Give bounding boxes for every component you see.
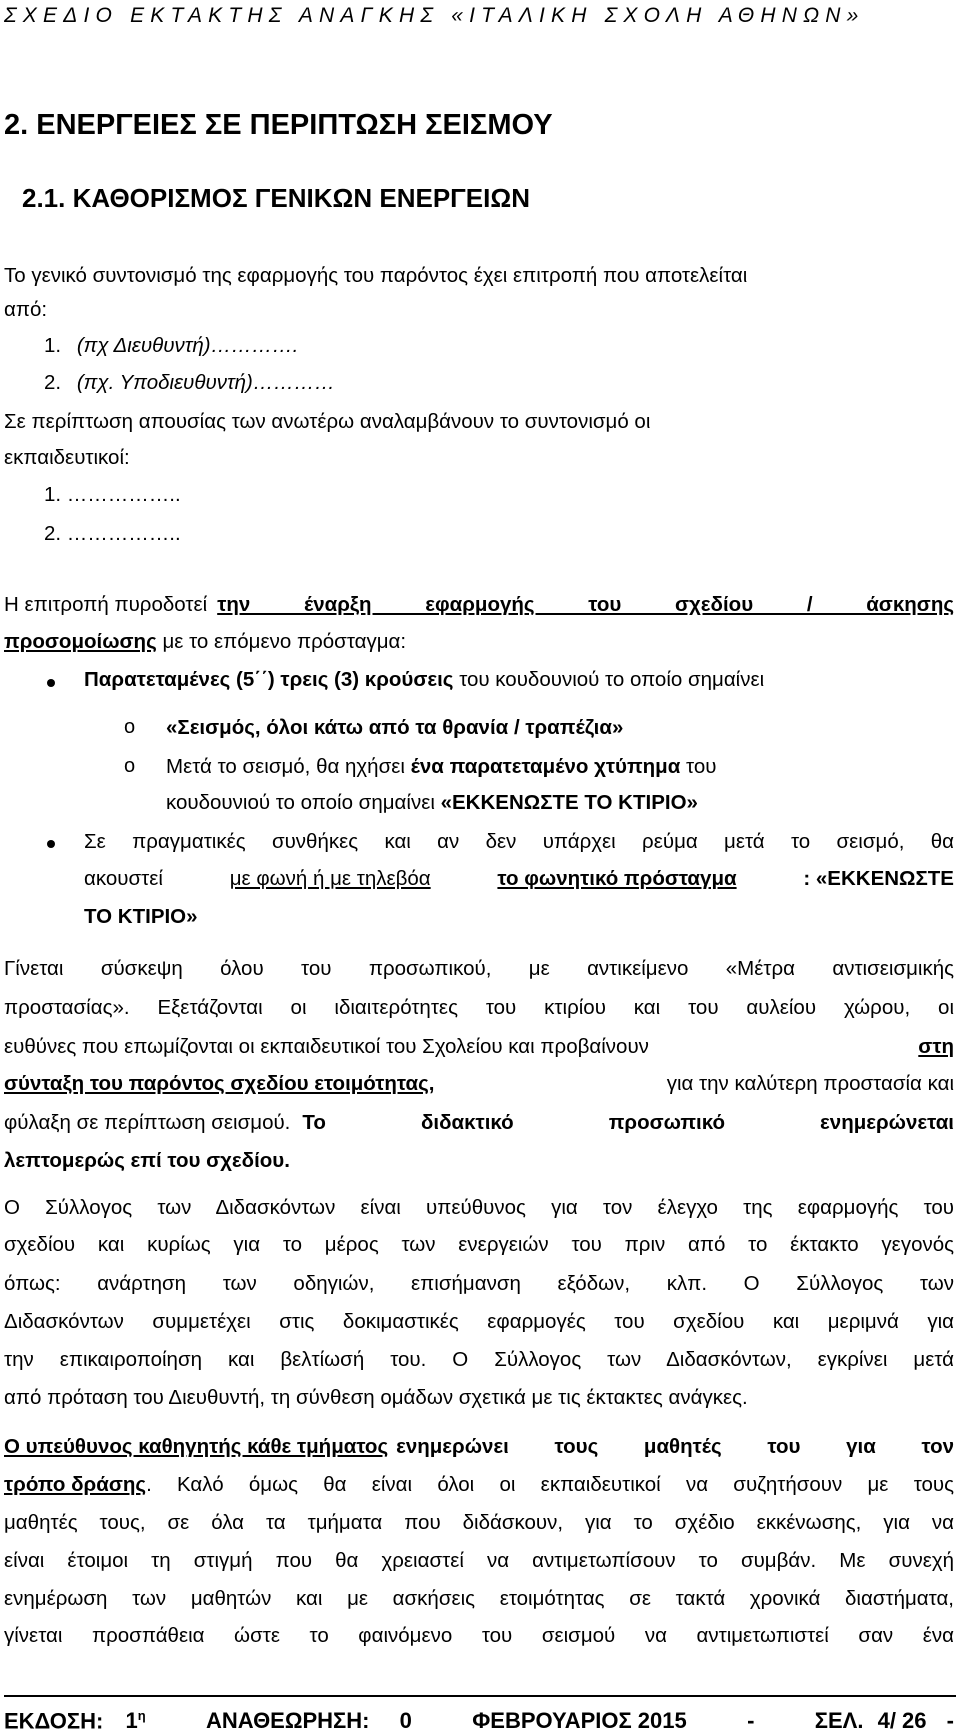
meeting-text-5: φύλαξη σε περίπτωση σεισμού. xyxy=(4,1111,291,1134)
bullet-2-command: το φωνητικό πρόσταγμα xyxy=(497,867,737,890)
teacher-line-6 xyxy=(4,1624,954,1648)
intro-line-2: από: xyxy=(4,298,48,321)
association-line-6: από πρόταση του Διευθυντή, τη σύνθεση ομάδων σχετικά με τις έκτακτες ανάγκες. xyxy=(4,1386,748,1409)
meeting-text-3-bold: στη xyxy=(918,1035,954,1058)
meeting-line-6: λεπτομερώς επί του σχεδίου. xyxy=(4,1149,290,1172)
meeting-line-4 xyxy=(4,1072,954,1096)
meeting-line-5 xyxy=(4,1111,954,1135)
teacher-line-5 xyxy=(4,1587,954,1611)
start-text-b: την έναρξη εφαρμογής του σχεδίου / άσκησης xyxy=(217,593,954,616)
intro-line-1: Το γενικό συντονισμό της εφαρμογής του παρόντος έχει επιτροπή που αποτελείται xyxy=(4,264,748,287)
meeting-text-4: για την καλύτερη προστασία και xyxy=(666,1072,954,1095)
teacher-text-2-bold: τρόπο δράσης xyxy=(4,1473,147,1496)
association-text-5: την επικαιροποίηση και βελτίωσή του. Ο Σύλλογος των Διδασκόντων, εγκρίνει μετά xyxy=(4,1348,954,1371)
start-text-a: Η επιτροπή πυροδοτεί xyxy=(4,593,208,616)
bullet-2-line-3: ΤΟ ΚΤΙΡΙΟ» xyxy=(84,905,198,928)
bullet-2-evacuate: : «ΕΚΚΕΝΩΣΤΕ xyxy=(803,867,954,890)
absence-line-2: εκπαιδευτικοί: xyxy=(4,446,130,469)
sub-bullet-2-evacuate: «ΕΚΚΕΝΩΣΤΕ ΤΟ ΚΤΙΡΙΟ» xyxy=(440,791,698,814)
bullet-2-line-2 xyxy=(84,867,954,891)
bullet-2-line-1 xyxy=(84,830,954,854)
start-text-d: με το επόμενο πρόσταγμα: xyxy=(162,630,407,653)
association-line-5 xyxy=(4,1348,954,1372)
bullet-dot xyxy=(47,679,55,687)
absence-line-1: Σε περίπτωση απουσίας των ανωτέρω αναλαμβάνουν το συντονισμό οι xyxy=(4,410,651,433)
bullet-2-text-a: ακουστεί xyxy=(84,867,163,890)
association-line-3 xyxy=(4,1272,954,1296)
association-text-1: Ο Σύλλογος των Διδασκόντων είναι υπεύθυνος για τον έλεγχο της εφαρμογής του xyxy=(4,1196,954,1219)
teacher-line-1 xyxy=(4,1435,954,1459)
start-text-c: προσομοίωσης xyxy=(4,630,157,653)
meeting-text-5-bold: Το διδακτικό προσωπικό ενημερώνεται xyxy=(302,1111,954,1134)
footer-revision-number: 0 xyxy=(399,1708,412,1733)
footer-page-number: 4/ 26 xyxy=(877,1708,927,1733)
bullet-1-bold: Παρατεταμένες (5΄΄) τρεις (3) κρούσεις xyxy=(84,668,454,691)
meeting-text-1: Γίνεται σύσκεψη όλου του προσωπικού, με αντικείμενο «Μέτρα αντισεισμικής xyxy=(4,957,954,980)
sub-bullet-2-line-2 xyxy=(166,791,698,815)
teacher-slot-2: 2. …………….. xyxy=(44,522,181,545)
footer-edition-superscript: η xyxy=(137,1708,146,1723)
footer-edition-label: ΕΚΔΟΣΗ: xyxy=(4,1708,104,1734)
teacher-text-1-bold: ενημερώνει τους μαθητές του για τον xyxy=(396,1435,954,1458)
meeting-line-3 xyxy=(4,1035,954,1059)
meeting-line-2 xyxy=(4,996,954,1020)
sub-bullet-2-text: Μετά το σεισμό, θα ηχήσει xyxy=(166,755,405,778)
footer-page xyxy=(815,1708,954,1734)
association-text-3: όπως: ανάρτηση των οδηγιών, επισήμανση εξόδων, κλπ. Ο Σύλλογος των xyxy=(4,1272,954,1295)
meeting-text-2: προστασίας». Εξετάζονται οι ιδιαιτερότητες του κτιρίου και του αυλείου χώρου, οι xyxy=(4,996,954,1019)
sub-bullet-2-text-2: κουδουνιού το οποίο σημαίνει xyxy=(166,791,435,814)
footer-dash: - xyxy=(747,1708,755,1733)
meeting-text-3: ευθύνες που επωμίζονται οι εκπαιδευτικοί του Σχολείου και προβαίνουν xyxy=(4,1035,649,1058)
teacher-line-2 xyxy=(4,1473,954,1497)
page-footer xyxy=(4,1708,954,1734)
sub-bullet-mark: o xyxy=(124,716,136,738)
committee-item-1-text: (πχ Διευθυντή)…………. xyxy=(76,334,299,357)
footer-page-separator: - xyxy=(946,1708,954,1733)
committee-item-1-num: 1. xyxy=(44,334,62,357)
association-line-4 xyxy=(4,1310,954,1334)
start-line-1 xyxy=(4,593,954,617)
bullet-dot xyxy=(47,840,55,848)
teacher-text-5: ενημέρωση των μαθητών και με ασκήσεις ετοιμότητας σε τακτά χρονικά διαστήματα, xyxy=(4,1587,954,1610)
footer-revision-label: ΑΝΑΘΕΩΡΗΣΗ: xyxy=(206,1708,370,1733)
committee-item-2-text: (πχ. Υποδιευθυντή)………… xyxy=(76,371,335,394)
association-line-2 xyxy=(4,1233,954,1257)
bullet-2-text-1: Σε πραγματικές συνθήκες και αν δεν υπάρχει ρεύμα μετά το σεισμό, θα xyxy=(84,830,954,853)
teacher-text-1-underlined: Ο υπεύθυνος καθηγητής κάθε τμήματος xyxy=(4,1435,389,1458)
footer-edition xyxy=(4,1708,146,1734)
meeting-text-4-bold: σύνταξη του παρόντος σχεδίου ετοιμότητας, xyxy=(4,1072,435,1095)
committee-item-2 xyxy=(44,371,335,395)
teacher-slot-1: 1. …………….. xyxy=(44,483,181,506)
sub-bullet-2-tail: του xyxy=(686,755,717,778)
footer-edition-number: 1 xyxy=(125,1708,138,1734)
association-text-2: σχεδίου και κυρίως για το μέρος των ενεργειών του πριν από το έκτακτο γεγονός xyxy=(4,1233,954,1256)
section-title: 2. ΕΝΕΡΓΕΙΕΣ ΣΕ ΠΕΡΙΠΤΩΣΗ ΣΕΙΣΜΟΥ xyxy=(4,109,553,141)
footer-revision xyxy=(206,1708,412,1734)
teacher-line-3 xyxy=(4,1511,954,1535)
sub-bullet-2-line-1 xyxy=(166,755,716,779)
teacher-text-2: . Καλό όμως θα είναι όλοι οι εκπαιδευτικοί να συζητήσουν με τους xyxy=(146,1473,954,1496)
teacher-text-3: μαθητές τους, σε όλα τα τμήματα που διδάσκουν, για το σχέδιο εκκένωσης, για να xyxy=(4,1511,954,1534)
association-line-1 xyxy=(4,1196,954,1220)
meeting-line-1 xyxy=(4,957,954,981)
sub-bullet-mark: o xyxy=(124,755,136,777)
footer-divider xyxy=(4,1695,956,1697)
subsection-title: 2.1. ΚΑΘΟΡΙΣΜΟΣ ΓΕΝΙΚΩΝ ΕΝΕΡΓΕΙΩΝ xyxy=(22,183,530,213)
bullet-2-megaphone: με φωνή ή με τηλεβόα xyxy=(229,867,431,890)
footer-page-label: ΣΕΛ. xyxy=(814,1708,864,1733)
bullet-1-rest: του κουδουνιού το οποίο σημαίνει xyxy=(459,668,765,691)
document-header: ΣΧΕΔΙΟ ΕΚΤΑΚΤΗΣ ΑΝΑΓΚΗΣ «ΙΤΑΛΙΚΗ ΣΧΟΛΗ ΑΘΗΝΩΝ» xyxy=(4,4,865,27)
teacher-text-6: γίνεται προσπάθεια ώστε το φαινόμενο του σεισμού να αντιμετωπιστεί σαν ένα xyxy=(4,1624,954,1647)
committee-item-1 xyxy=(44,334,298,358)
committee-item-2-num: 2. xyxy=(44,371,62,394)
teacher-text-4: είναι έτοιμοι τη στιγμή που θα χρειαστεί να αντιμετωπίσουν το συμβάν. Με συνεχή xyxy=(4,1549,954,1572)
bullet-1 xyxy=(84,668,764,692)
association-text-4: Διδασκόντων συμμετέχει στις δοκιμαστικές εφαρμογές του σχεδίου και μεριμνά για xyxy=(4,1310,954,1333)
sub-bullet-1: «Σεισμός, όλοι κάτω από τα θρανία / τραπέζια» xyxy=(166,716,624,739)
start-line-2 xyxy=(4,630,406,654)
teacher-line-4 xyxy=(4,1549,954,1573)
sub-bullet-2-bold: ένα παρατεταμένο χτύπημα xyxy=(410,755,681,778)
footer-date: ΦΕΒΡΟΥΑΡΙΟΣ 2015 xyxy=(472,1708,687,1733)
